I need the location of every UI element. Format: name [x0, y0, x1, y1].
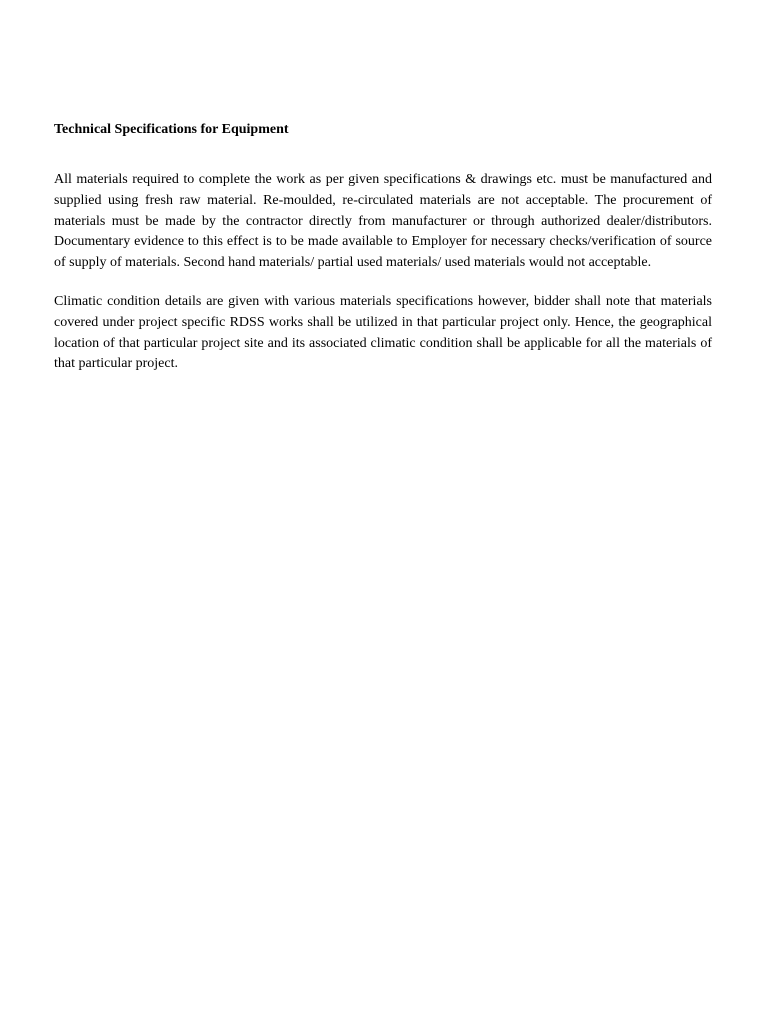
paragraph-materials: All materials required to complete the work as per given specifications & drawings etc. must be manufactured and supplied using fresh raw material. Re-moulded, re-circulated materials are not acceptable. The procurement of materials must be made by the contractor directly from manufacturer or through authorized dealer/distributors. Documentary evidence to this effect is to be made available to Employer for necessary checks/verification of source of supply of materials. Second hand materials/ partial used materials/ used materials would not acceptable. — [54, 172, 712, 271]
document-body — [54, 121, 712, 393]
paragraph-climatic-conditions: Climatic condition details are given with various materials specifications however, bidder shall note that materials covered under project specific RDSS works shall be utilized in that particular project only. Hence, the geographical location of that particular project site and its associated climatic condition shall be applicable for all the materials of that particular project. — [54, 293, 712, 372]
section-heading: Technical Specifications for Equipment — [54, 122, 289, 137]
